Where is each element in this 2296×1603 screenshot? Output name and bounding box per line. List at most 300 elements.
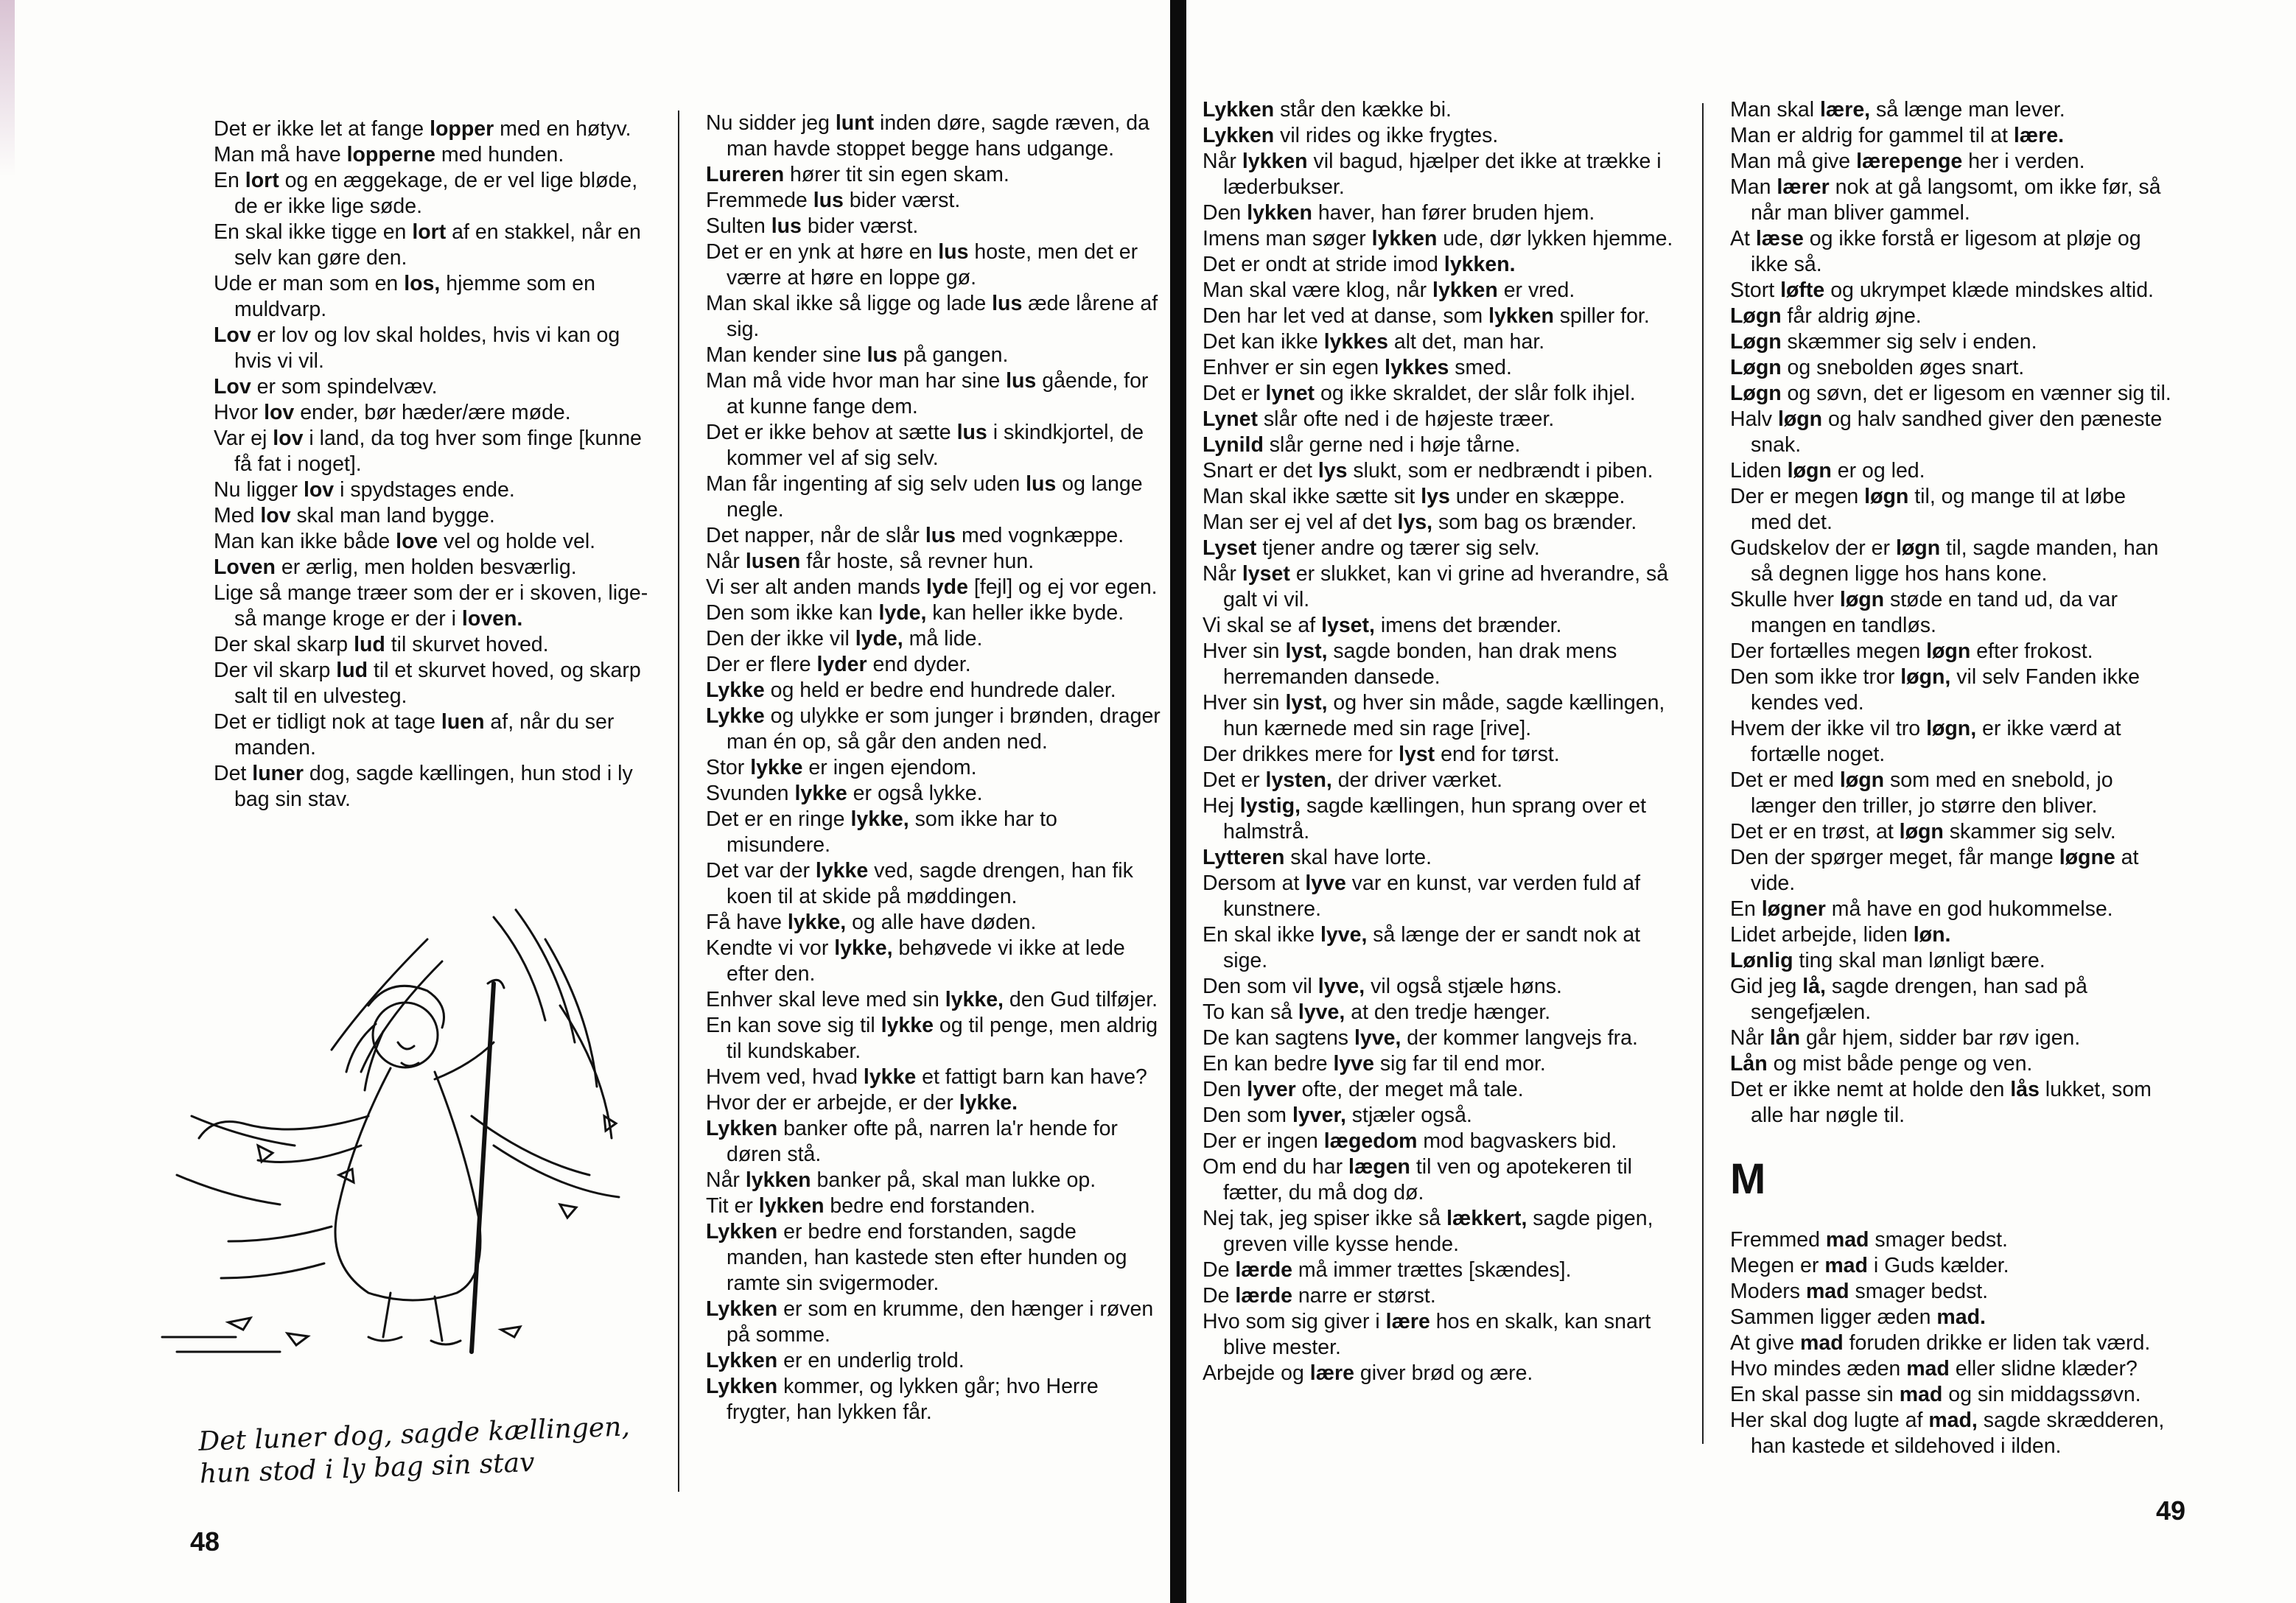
proverb-text: [fejl] og ej vor egen. <box>967 575 1158 599</box>
proverb-entry <box>1203 278 1690 304</box>
proverb-entry <box>1730 897 2172 922</box>
proverb-text: med hunden. <box>435 143 564 166</box>
proverb-text: er ærlig, men holden besværlig. <box>275 555 577 579</box>
proverb-entry <box>1203 561 1690 613</box>
proverb-keyword: lykken <box>1371 227 1438 250</box>
proverb-text: Sammen ligger æden <box>1730 1305 1937 1329</box>
proverb-keyword: lyst <box>1399 743 1435 766</box>
proverb-keyword: lærde <box>1235 1284 1292 1308</box>
proverb-text: sagde skrædderen, han kastede et sildehoved i ilden. <box>1751 1409 2165 1458</box>
proverb-text: er og led. <box>1831 459 1925 483</box>
proverb-text: Halv <box>1730 407 1778 431</box>
proverb-entry <box>1203 1154 1690 1206</box>
proverb-text: skæmmer sig selv i enden. <box>1781 330 2037 354</box>
proverb-keyword: lære. <box>2013 124 2065 147</box>
proverb-text: En skal ikke <box>1203 923 1320 947</box>
proverb-entry <box>1730 1253 2172 1279</box>
proverb-keyword: lov <box>303 478 335 502</box>
proverb-text: kommer, og lykken går; hvo Herre frygter, han lykken får. <box>727 1375 1099 1424</box>
proverb-text: inden døre, sagde ræven, da man havde stoppet begge hans udgange. <box>727 111 1149 161</box>
proverb-text: til, og mange til at løbe med det. <box>1751 485 2126 534</box>
proverb-entry <box>706 626 1161 652</box>
proverb-text: under en skæppe. <box>1449 485 1625 508</box>
proverb-keyword: lykke <box>863 1065 917 1089</box>
proverb-text: og ikke forstå er ligesom at pløje og ikke så. <box>1751 227 2141 276</box>
proverb-text: Sulten <box>706 214 771 238</box>
proverb-keyword: lyve, <box>1317 975 1365 998</box>
proverb-text: er ikke værd at fortælle noget. <box>1751 717 2121 766</box>
proverb-keyword: mad <box>1825 1228 1869 1252</box>
proverb-entry <box>706 523 1161 549</box>
proverb-text: der driver værket. <box>1331 768 1503 792</box>
proverb-keyword: lys, <box>1397 511 1433 534</box>
proverb-text: med vognkæppe. <box>956 524 1124 547</box>
proverb-text: får hoste, så revner hun. <box>800 550 1035 573</box>
proverb-keyword: lus <box>925 524 956 547</box>
proverb-text: Ude er man som en <box>214 272 405 295</box>
proverb-keyword: luen <box>441 710 485 734</box>
proverb-text: Man skal ikke så ligge og lade <box>706 292 993 315</box>
proverb-entry <box>214 658 654 709</box>
proverb-text: slår ofte ned i de højeste træer. <box>1257 407 1555 431</box>
proverb-entry <box>214 271 654 323</box>
proverb-entry <box>706 910 1161 936</box>
proverb-entry <box>1730 304 2172 329</box>
proverb-text: Man ser ej vel af det <box>1203 511 1398 534</box>
proverb-text: Man kan ikke både <box>214 530 396 553</box>
proverb-text: var en kunst, var verden fuld af kunstnere. <box>1223 871 1641 921</box>
proverb-entry <box>1203 793 1690 845</box>
proverb-entry <box>1730 768 2172 819</box>
proverb-keyword: lystig, <box>1239 794 1301 818</box>
proverb-text: Liden <box>1730 459 1788 483</box>
proverb-keyword: lopperne <box>346 143 435 166</box>
proverb-text: De <box>1203 1258 1236 1282</box>
proverb-entry <box>1203 974 1690 1000</box>
proverb-text: narre er størst. <box>1292 1284 1436 1308</box>
proverb-entry <box>706 162 1161 188</box>
proverb-text: nok at gå langsomt, om ikke før, så når man bliver gammel. <box>1751 175 2161 225</box>
proverb-keyword: lærde <box>1235 1258 1292 1282</box>
proverb-text: Hvor <box>214 401 265 424</box>
proverb-keyword: lys <box>1421 485 1450 508</box>
proverb-entry <box>214 400 654 426</box>
proverb-text: Gudskelov der er <box>1730 536 1896 560</box>
proverb-keyword: lykke, <box>945 988 1004 1011</box>
proverb-entry <box>706 678 1161 704</box>
proverb-text: i spydstages ende. <box>334 478 515 502</box>
proverb-entry <box>1203 845 1690 871</box>
proverb-entry <box>1730 1077 2172 1129</box>
proverb-entry <box>706 987 1161 1013</box>
proverb-keyword: lysten, <box>1265 768 1332 792</box>
proverb-keyword: lækkert, <box>1446 1207 1527 1230</box>
proverb-text: Der drikkes mere for <box>1203 743 1399 766</box>
proverb-keyword: løgn <box>1895 536 1941 560</box>
proverb-keyword: lus <box>956 421 987 444</box>
proverb-entry <box>1730 716 2172 768</box>
proverb-entry <box>214 426 654 477</box>
proverb-keyword: løgn, <box>1900 665 1951 689</box>
proverb-entry <box>1203 536 1690 561</box>
proverb-text: foruden drikke er liden tak værd. <box>1843 1331 2151 1355</box>
proverb-entry <box>706 755 1161 781</box>
proverb-entry <box>1203 690 1690 742</box>
proverb-text: Der er megen <box>1730 485 1865 508</box>
proverb-entry <box>214 142 654 168</box>
proverb-entry <box>1730 1382 2172 1408</box>
proverb-entry <box>1203 639 1690 690</box>
page-number-left: 48 <box>190 1526 220 1557</box>
proverb-keyword: Løgn <box>1730 382 1782 405</box>
proverb-text: Snart er det <box>1203 459 1318 483</box>
proverb-keyword: lov <box>264 401 295 424</box>
proverb-text: ting skal man lønligt bære. <box>1793 949 2045 972</box>
proverb-entry <box>1203 432 1690 458</box>
proverb-text: mod bagvaskers bid. <box>1417 1129 1617 1153</box>
proverb-text: til ven og apotekeren til fætter, du må dog dø. <box>1223 1155 1632 1204</box>
proverb-text: Når <box>1203 562 1242 586</box>
proverb-text: At give <box>1730 1331 1801 1355</box>
proverb-entry <box>1203 1258 1690 1283</box>
proverb-text: Hvo mindes æden <box>1730 1357 1907 1381</box>
proverb-text: Vi ser alt anden mands <box>706 575 926 599</box>
proverb-text: af en stakkel, når en selv kan gøre den. <box>234 220 641 270</box>
proverb-keyword: mad <box>1800 1331 1844 1355</box>
proverb-text: og ikke skraldet, der slår folk ihjel. <box>1315 382 1636 405</box>
proverb-text: at vide. <box>1751 846 2139 895</box>
proverb-entry <box>1203 1000 1690 1025</box>
proverb-entry <box>706 239 1161 291</box>
proverb-text: Der vil skarp <box>214 659 337 682</box>
proverb-keyword: lån <box>1769 1026 1801 1050</box>
proverb-keyword: løgne <box>2059 846 2115 869</box>
proverb-text: Stort <box>1730 278 1781 302</box>
proverb-keyword: lus <box>813 189 844 212</box>
proverb-text: hoste, men det er værre at høre en loppe gø. <box>727 240 1138 290</box>
proverb-text: Nu sidder jeg <box>706 111 836 135</box>
proverb-entry <box>1730 329 2172 355</box>
proverb-keyword: lus <box>771 214 802 238</box>
proverb-keyword: lyde <box>925 575 968 599</box>
proverb-entry <box>1203 871 1690 922</box>
proverb-text: så længe man lever. <box>1870 98 2065 122</box>
proverb-entry <box>1203 742 1690 768</box>
proverb-entry <box>214 168 654 220</box>
proverb-text: end for tørst. <box>1435 743 1560 766</box>
proverb-keyword: lykke <box>815 859 869 883</box>
proverb-text: Når <box>1730 1026 1770 1050</box>
proverb-keyword: løgn <box>1926 639 1971 663</box>
proverb-keyword: lykken <box>758 1194 825 1218</box>
proverb-text: som bag os brænder. <box>1432 511 1637 534</box>
proverb-text: vil rides og ikke frygtes. <box>1274 124 1499 147</box>
proverb-entry <box>706 471 1161 523</box>
proverb-keyword: lyst, <box>1285 639 1328 663</box>
proverb-text: med en høtyv. <box>494 117 631 141</box>
proverb-entry <box>214 374 654 400</box>
proverb-entry <box>706 214 1161 239</box>
proverb-entry <box>1203 97 1690 123</box>
proverb-text: må lide. <box>903 627 983 650</box>
proverb-entry <box>706 652 1161 678</box>
proverb-entry <box>706 188 1161 214</box>
proverb-keyword: læse <box>1755 227 1804 250</box>
proverb-text: Var ej <box>214 427 273 450</box>
proverb-keyword: lyder <box>816 653 867 676</box>
proverb-entry <box>214 555 654 580</box>
proverb-text: Den har let ved at danse, som <box>1203 304 1489 328</box>
proverb-text: skammer sig selv. <box>1943 820 2116 843</box>
proverb-text: Fremmed <box>1730 1228 1826 1252</box>
proverb-text: og ulykke er som junger i brønden, drager man én op, så går den anden ned. <box>727 704 1161 754</box>
proverb-text: og snebolden øges snart. <box>1781 356 2025 379</box>
proverb-keyword: lære <box>1385 1310 1430 1333</box>
proverb-text: hjemme som en muldvarp. <box>234 272 595 321</box>
proverb-keyword: lud <box>354 633 385 656</box>
proverb-text: slukt, som er nedbrændt i piben. <box>1347 459 1653 483</box>
proverb-keyword: lyde, <box>878 601 927 625</box>
proverb-entry <box>706 1090 1161 1116</box>
proverb-entry <box>1730 407 2172 458</box>
proverb-keyword: lyde, <box>855 627 903 650</box>
proverb-text: Man må give <box>1730 150 1857 173</box>
proverb-entry <box>214 323 654 374</box>
proverb-text: Det er <box>1203 768 1266 792</box>
proverb-keyword: mad <box>1805 1280 1849 1303</box>
proverb-text: bedre end forstanden. <box>824 1194 1036 1218</box>
proverb-text: imens det brænder. <box>1374 614 1562 637</box>
proverb-entry <box>1203 123 1690 149</box>
right-page <box>1186 0 2296 1603</box>
proverb-text: banker ofte på, narren la'r hende for døren stå. <box>727 1117 1118 1166</box>
proverb-text: banker på, skal man lukke op. <box>811 1168 1096 1192</box>
proverb-entry <box>1203 355 1690 381</box>
left-page-column-rule <box>678 111 679 1492</box>
proverb-keyword: løgn <box>1864 485 1909 508</box>
proverb-text: bider værst. <box>843 189 961 212</box>
proverb-text: smager bedst. <box>1849 1280 1989 1303</box>
proverb-text: smed. <box>1449 356 1512 379</box>
proverb-text: og alle have døden. <box>846 911 1037 934</box>
proverb-entry <box>706 1374 1161 1425</box>
proverb-keyword: Loven <box>214 555 276 579</box>
proverb-text: Man må have <box>214 143 347 166</box>
proverb-text: som ikke har to misundere. <box>727 807 1057 857</box>
proverb-keyword: los, <box>404 272 441 295</box>
proverb-text: At <box>1730 227 1756 250</box>
proverb-keyword: lyve, <box>1354 1026 1401 1050</box>
proverb-text: får aldrig øjne. <box>1781 304 1922 328</box>
proverb-text: ude, dør lykken hjemme. <box>1437 227 1673 250</box>
proverb-text: den Gud tilføjer. <box>1003 988 1158 1011</box>
proverb-text: Det er en trøst, at <box>1730 820 1900 843</box>
proverb-text: Vi skal se af <box>1203 614 1322 637</box>
proverb-text: Kendte vi vor <box>706 936 835 960</box>
proverb-text: Det napper, når de slår <box>706 524 925 547</box>
proverb-keyword: lus <box>938 240 969 264</box>
proverb-text: En skal ikke tigge en <box>214 220 413 244</box>
right-page-column-1 <box>1203 97 1690 1386</box>
proverb-entry <box>1203 1103 1690 1129</box>
proverb-text: En kan bedre <box>1203 1052 1334 1076</box>
proverb-text: sagde pigen, greven ville kysse hende. <box>1223 1207 1653 1256</box>
proverb-entry <box>706 781 1161 807</box>
proverb-entry <box>1730 226 2172 278</box>
proverb-keyword: lære, <box>1819 98 1871 122</box>
proverb-entry <box>1203 484 1690 510</box>
proverb-text: vil selv Fanden ikke kendes ved. <box>1751 665 2140 715</box>
proverb-text: sagde bonden, han drak mens herremanden dansede. <box>1223 639 1617 689</box>
proverb-text: Gid jeg <box>1730 975 1803 998</box>
proverb-keyword: lærer <box>1777 175 1830 199</box>
proverb-text: er en underlig trold. <box>777 1349 965 1372</box>
proverb-text: her i verden. <box>1962 150 2085 173</box>
proverb-entry <box>1730 1279 2172 1305</box>
proverb-entry <box>1730 97 2172 123</box>
proverb-keyword: Lykken <box>706 1117 778 1140</box>
proverb-text: Det er <box>1203 382 1266 405</box>
proverb-entry <box>1730 278 2172 304</box>
old-woman-with-staff-illustration <box>147 895 678 1359</box>
proverb-text: giver brød og ære. <box>1354 1361 1533 1385</box>
proverb-keyword: lykken <box>745 1168 811 1192</box>
proverb-entry <box>706 1013 1161 1064</box>
proverb-text: og held er bedre end hundrede daler. <box>764 678 1116 702</box>
proverb-text: til et skurvet hoved, og skarp salt til en ulvesteg. <box>234 659 641 708</box>
proverb-text: Den som ikke tror <box>1730 665 1901 689</box>
proverb-keyword: løn. <box>1913 923 1951 947</box>
proverb-keyword: lykke <box>794 782 847 805</box>
proverb-keyword: Løgn <box>1730 356 1782 379</box>
proverb-text: Enhver skal leve med sin <box>706 988 945 1011</box>
proverb-text: Man skal være klog, når <box>1203 278 1433 302</box>
proverb-text: hører tit sin egen skam. <box>784 163 1009 186</box>
proverb-text: sagde drengen, han sad på sengefjælen. <box>1751 975 2087 1024</box>
proverb-text: Med <box>214 504 261 527</box>
proverb-entry <box>1730 175 2172 226</box>
proverb-keyword: lov <box>273 427 304 450</box>
proverb-entry <box>1203 1077 1690 1103</box>
proverb-keyword: lunt <box>835 111 875 135</box>
proverb-text: Hver sin <box>1203 639 1286 663</box>
proverb-keyword: mad, <box>1928 1409 1978 1432</box>
proverb-entry <box>1203 1309 1690 1361</box>
proverb-text: og mist både penge og ven. <box>1767 1052 2033 1076</box>
proverb-text: Det kan ikke <box>1203 330 1324 354</box>
proverb-entry <box>214 761 654 813</box>
proverb-text: skal have lorte. <box>1284 846 1432 869</box>
proverb-text: Det er en ringe <box>706 807 851 831</box>
proverb-keyword: lynet <box>1265 382 1315 405</box>
proverb-entry <box>1730 1227 2172 1253</box>
proverb-entry <box>1730 123 2172 149</box>
proverb-entry <box>1730 948 2172 974</box>
proverb-keyword: mad <box>1906 1357 1950 1381</box>
proverb-text: Det er ikke let at fange <box>214 117 430 141</box>
proverb-keyword: lykken <box>1242 150 1308 173</box>
proverb-text: er ingen ejendom. <box>802 756 977 779</box>
proverb-text: Den som <box>1203 1104 1292 1127</box>
proverb-keyword: lyve <box>1333 1052 1374 1076</box>
proverb-keyword: lå, <box>1802 975 1826 998</box>
proverb-keyword: mad. <box>1936 1305 1986 1329</box>
proverb-keyword: lov <box>260 504 291 527</box>
proverb-text: lukket, som alle har nøgle til. <box>1751 1078 2152 1127</box>
proverb-text: De <box>1203 1284 1236 1308</box>
proverb-keyword: lykke, <box>834 936 893 960</box>
proverb-text: Man <box>1730 175 1777 199</box>
proverb-text: og hver sin måde, sagde kællingen, hun kærnede med sin rage [rive]. <box>1223 691 1665 740</box>
proverb-entry <box>706 936 1161 987</box>
proverb-keyword: Løgn <box>1730 330 1782 354</box>
proverb-keyword: lykke <box>881 1014 934 1037</box>
proverb-text: Enhver er sin egen <box>1203 356 1385 379</box>
proverb-text: vel og holde vel. <box>438 530 596 553</box>
proverb-text: Få have <box>706 911 788 934</box>
proverb-keyword: lopper <box>430 117 494 141</box>
proverb-keyword: lyve, <box>1320 923 1368 947</box>
proverb-entry <box>1203 510 1690 536</box>
proverb-text: Moders <box>1730 1280 1806 1303</box>
proverb-text: To kan så <box>1203 1000 1298 1024</box>
proverb-keyword: lyver, <box>1292 1104 1346 1127</box>
proverb-text: Man får ingenting af sig selv uden <box>706 472 1026 496</box>
proverb-text: Hvem ved, hvad <box>706 1065 864 1089</box>
proverb-entry <box>214 529 654 555</box>
proverb-entry <box>1203 407 1690 432</box>
proverb-entry <box>1730 819 2172 845</box>
proverb-keyword: lort <box>412 220 447 244</box>
proverb-keyword: Lykken <box>706 1349 778 1372</box>
proverb-keyword: lus <box>1006 369 1037 393</box>
proverb-keyword: løgn <box>1839 588 1885 611</box>
proverb-text: ved, sagde drengen, han fik koen til at skide på møddingen. <box>727 859 1133 908</box>
proverb-text: Imens man søger <box>1203 227 1372 250</box>
proverb-entry <box>1203 381 1690 407</box>
proverb-entry <box>1203 304 1690 329</box>
proverb-text: Når <box>706 550 746 573</box>
proverb-text: og til penge, men aldrig til kundskaber. <box>727 1014 1158 1063</box>
proverb-text: der kommer langvejs fra. <box>1401 1026 1638 1050</box>
proverb-text: kan heller ikke byde. <box>926 601 1124 625</box>
proverb-text: Der er ingen <box>1203 1129 1324 1153</box>
proverb-text: Der skal skarp <box>214 633 354 656</box>
proverb-text: vil også stjæle høns. <box>1365 975 1562 998</box>
proverb-text: er slukket, kan vi grine ad hverandre, så galt vi vil. <box>1223 562 1669 611</box>
proverb-text: så længe der er sandt nok at sige. <box>1223 923 1641 972</box>
proverb-keyword: lås <box>2010 1078 2040 1101</box>
proverb-keyword: Lov <box>214 375 251 399</box>
proverb-text: Det er ondt at stride imod <box>1203 253 1444 276</box>
proverb-entry <box>706 1168 1161 1193</box>
proverb-keyword: lære <box>1309 1361 1354 1385</box>
proverb-keyword: Lykke <box>706 678 765 702</box>
proverb-text: æde lårene af sig. <box>727 292 1158 341</box>
proverb-text: Der er flere <box>706 653 817 676</box>
binding-stripe <box>0 0 15 177</box>
proverb-text: Arbejde og <box>1203 1361 1310 1385</box>
proverb-entry <box>706 368 1161 420</box>
proverb-text: skal man land bygge. <box>290 504 495 527</box>
proverb-entry <box>1730 355 2172 381</box>
right-page-column-2-m-entries <box>1730 1227 2172 1459</box>
proverb-entry <box>706 1116 1161 1168</box>
proverb-text: ender, bør hæder/ære møde. <box>294 401 571 424</box>
proverb-text: Hvem der ikke vil tro <box>1730 717 1927 740</box>
proverb-text: i land, da tog hver som finge [kunne få fat i noget]. <box>234 427 642 476</box>
proverb-text: slår gerne ned i høje tårne. <box>1263 433 1521 457</box>
